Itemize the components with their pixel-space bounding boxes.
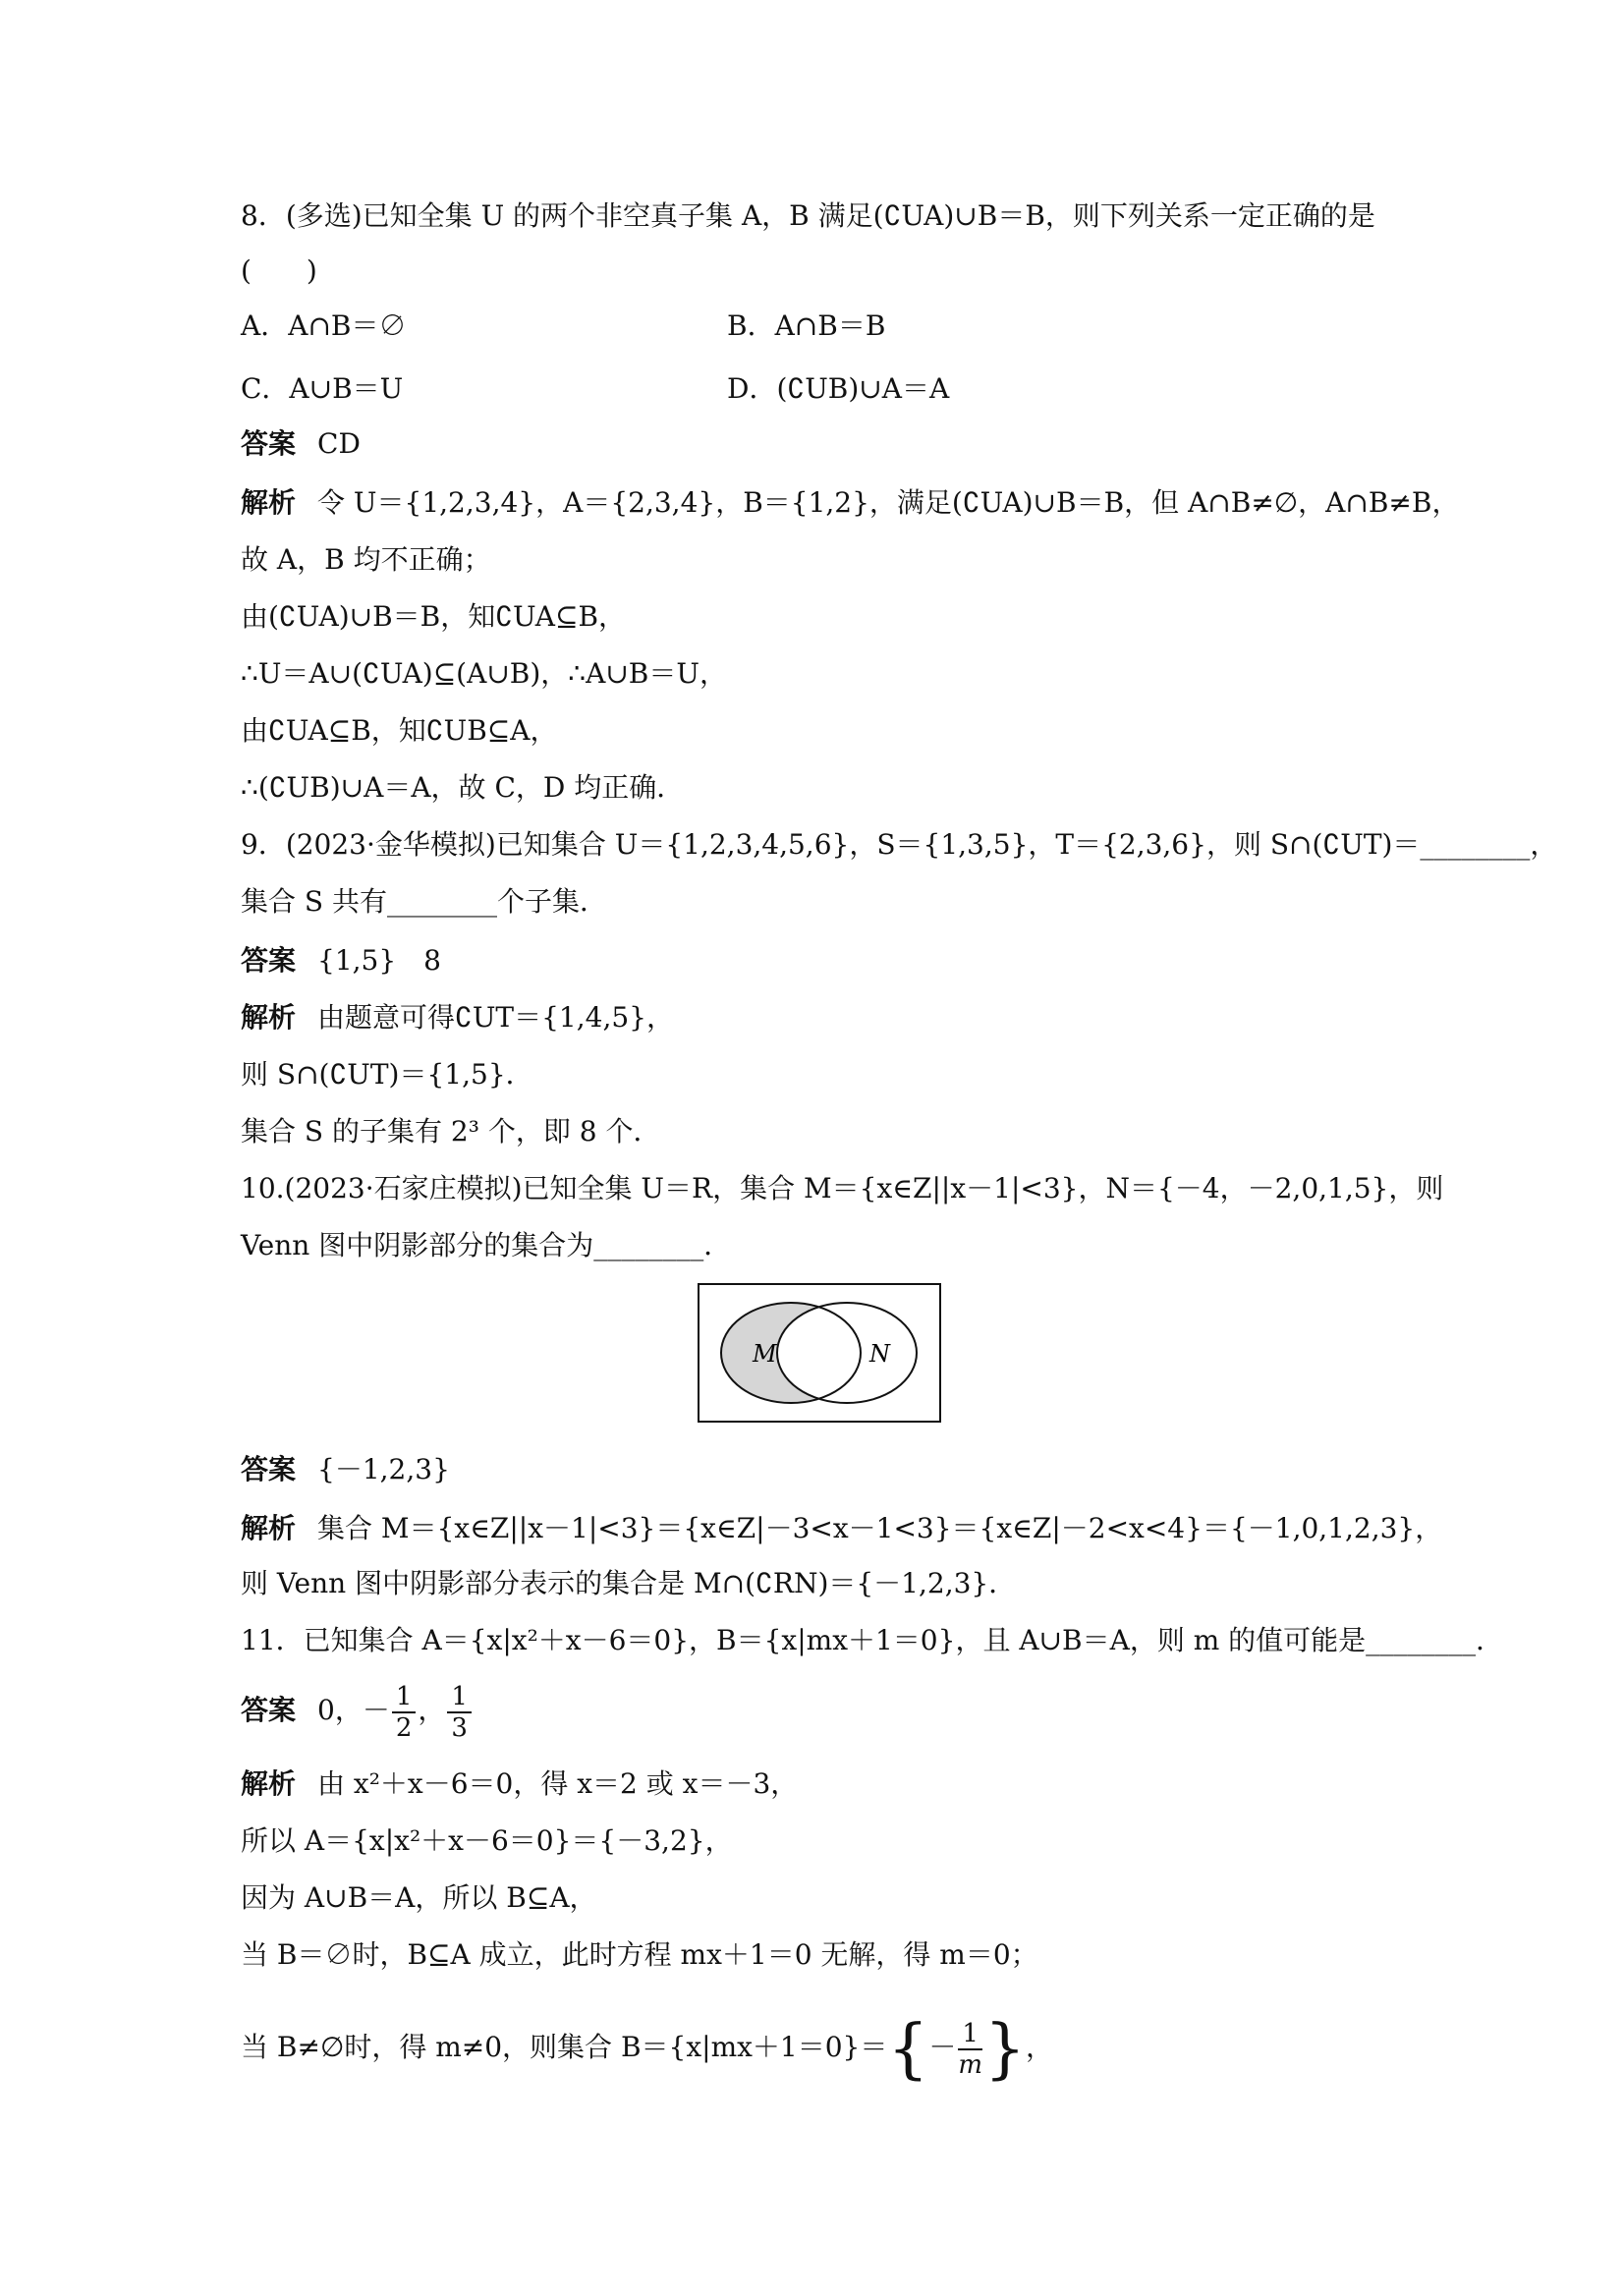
answer-prefix: 0，－ — [317, 1694, 390, 1726]
fraction-numerator: 1 — [392, 1682, 417, 1713]
analysis-label: 解析 — [241, 1512, 297, 1544]
minus-sign: － — [928, 2031, 957, 2063]
set-close-brace: } — [984, 2010, 1027, 2087]
q8-analysis-line4: ∴U＝A∪(∁UA)⊆(A∪B)，∴A∪B＝U， — [241, 657, 727, 690]
answer-label: 答案 — [241, 1694, 297, 1726]
q10-stem-line1: 10.(2023·石家庄模拟)已知全集 U＝R，集合 M＝{x∈Z||x－1|<3}，N＝{－4，－2,0,1,5}，则 — [241, 1172, 1444, 1204]
fraction-denominator: 3 — [451, 1712, 468, 1743]
fraction-one-half — [392, 1682, 417, 1743]
q8-analysis-line2: 故 A，B 均不正确； — [241, 543, 491, 576]
fraction-denominator: m — [958, 2049, 983, 2080]
analysis-label: 解析 — [241, 1001, 297, 1034]
answer-label: 答案 — [241, 944, 297, 977]
analysis-label: 解析 — [241, 1767, 297, 1800]
q8-analysis-line5: 由∁UA⊆B，知∁UB⊆A， — [241, 714, 558, 747]
q11-stem-line1: 11．已知集合 A＝{x|x²＋x－6＝0}，B＝{x|mx＋1＝0}，且 A∪B＝A，则 m 的值可能是________． — [241, 1624, 1504, 1656]
analysis-text: 集合 M＝{x∈Z||x－1|<3}＝{x∈Z|－3<x－1<3}＝{x∈Z|－2<x<4}＝{－1,0,1,2,3}， — [317, 1512, 1443, 1544]
q8-analysis-line3: 由(∁UA)∪B＝B，知∁UA⊆B， — [241, 600, 627, 633]
fraction-numerator: 1 — [958, 2019, 982, 2050]
venn-label-n: N — [869, 1340, 890, 1368]
answer-separator: ， — [418, 1694, 446, 1726]
q8-analysis-line1 — [241, 483, 1459, 523]
fraction-denominator: 2 — [395, 1712, 413, 1743]
fraction-one-over-m — [958, 2019, 982, 2080]
venn-label-m: M — [753, 1340, 777, 1368]
q11-analysis-line2: 所以 A＝{x|x²＋x－6＝0}＝{－3,2}， — [241, 1824, 733, 1857]
q8-option-a: A．A∩B＝∅ — [241, 309, 407, 342]
q9-answer — [241, 941, 441, 980]
q8-analysis-line6: ∴(∁UB)∪A＝A，故 C，D 均正确． — [241, 771, 685, 804]
q8-answer — [241, 424, 361, 464]
q11-analysis-line4: 当 B＝∅时，B⊆A 成立，此时方程 mx＋1＝0 无解，得 m＝0； — [241, 1938, 1038, 1971]
q11-analysis-line1 — [241, 1764, 798, 1804]
analysis-text: 由题意可得∁UT＝{1,4,5}， — [317, 1001, 674, 1034]
q8-stem-line2: ( ) — [241, 254, 317, 287]
q9-analysis-line3: 集合 S 的子集有 2³ 个，即 8 个． — [241, 1115, 661, 1148]
q9-analysis-line2: 则 S∩(∁UT)＝{1,5}． — [241, 1058, 533, 1091]
q8-option-c: C．A∪B＝U — [241, 372, 404, 405]
answer-label: 答案 — [241, 1453, 297, 1485]
analysis-text: 由 x²＋x－6＝0，得 x＝2 或 x＝－3， — [317, 1767, 799, 1800]
q11-answer — [241, 1676, 474, 1745]
q9-analysis-line1 — [241, 998, 674, 1037]
answer-label: 答案 — [241, 427, 297, 460]
comma: ， — [1026, 2031, 1054, 2063]
q10-answer — [241, 1450, 450, 1489]
q8-stem-line1: 8．(多选)已知全集 U 的两个非空真子集 A，B 满足(∁UA)∪B＝B，则下列关系一定正确的是 — [241, 199, 1375, 232]
q8-option-b: B．A∩B＝B — [727, 309, 886, 342]
q10-analysis-line2: 则 Venn 图中阴影部分表示的集合是 M∩(∁RN)＝{－1,2,3}． — [241, 1567, 1017, 1599]
q9-stem-line2: 集合 S 共有________个子集． — [241, 885, 607, 918]
q9-stem-line1: 9．(2023·金华模拟)已知集合 U＝{1,2,3,4,5,6}，S＝{1,3,5}，T＝{2,3,6}，则 S∩(∁UT)＝________， — [241, 828, 1558, 861]
fraction-numerator: 1 — [447, 1682, 472, 1713]
q10-stem-line2: Venn 图中阴影部分的集合为________． — [241, 1229, 732, 1261]
q11-analysis-line5 — [241, 2008, 1053, 2087]
answer-value: {1,5} 8 — [317, 944, 441, 977]
venn-diagram — [698, 1283, 941, 1423]
q10-analysis-line1 — [241, 1509, 1442, 1548]
fraction-one-third — [447, 1682, 472, 1743]
analysis-text: 当 B≠∅时，得 m≠0，则集合 B＝{x|mx＋1＝0}＝ — [241, 2031, 888, 2063]
analysis-text: 令 U＝{1,2,3,4}，A＝{2,3,4}，B＝{1,2}，满足(∁UA)∪B＝B，但 A∩B≠∅，A∩B≠B， — [317, 486, 1460, 519]
analysis-label: 解析 — [241, 486, 297, 519]
q8-option-d: D．(∁UB)∪A＝A — [727, 372, 950, 405]
q11-analysis-line3: 因为 A∪B＝A，所以 B⊆A， — [241, 1881, 597, 1914]
answer-value: CD — [317, 427, 361, 460]
answer-value: {－1,2,3} — [317, 1453, 450, 1485]
set-open-brace: { — [887, 2010, 929, 2087]
